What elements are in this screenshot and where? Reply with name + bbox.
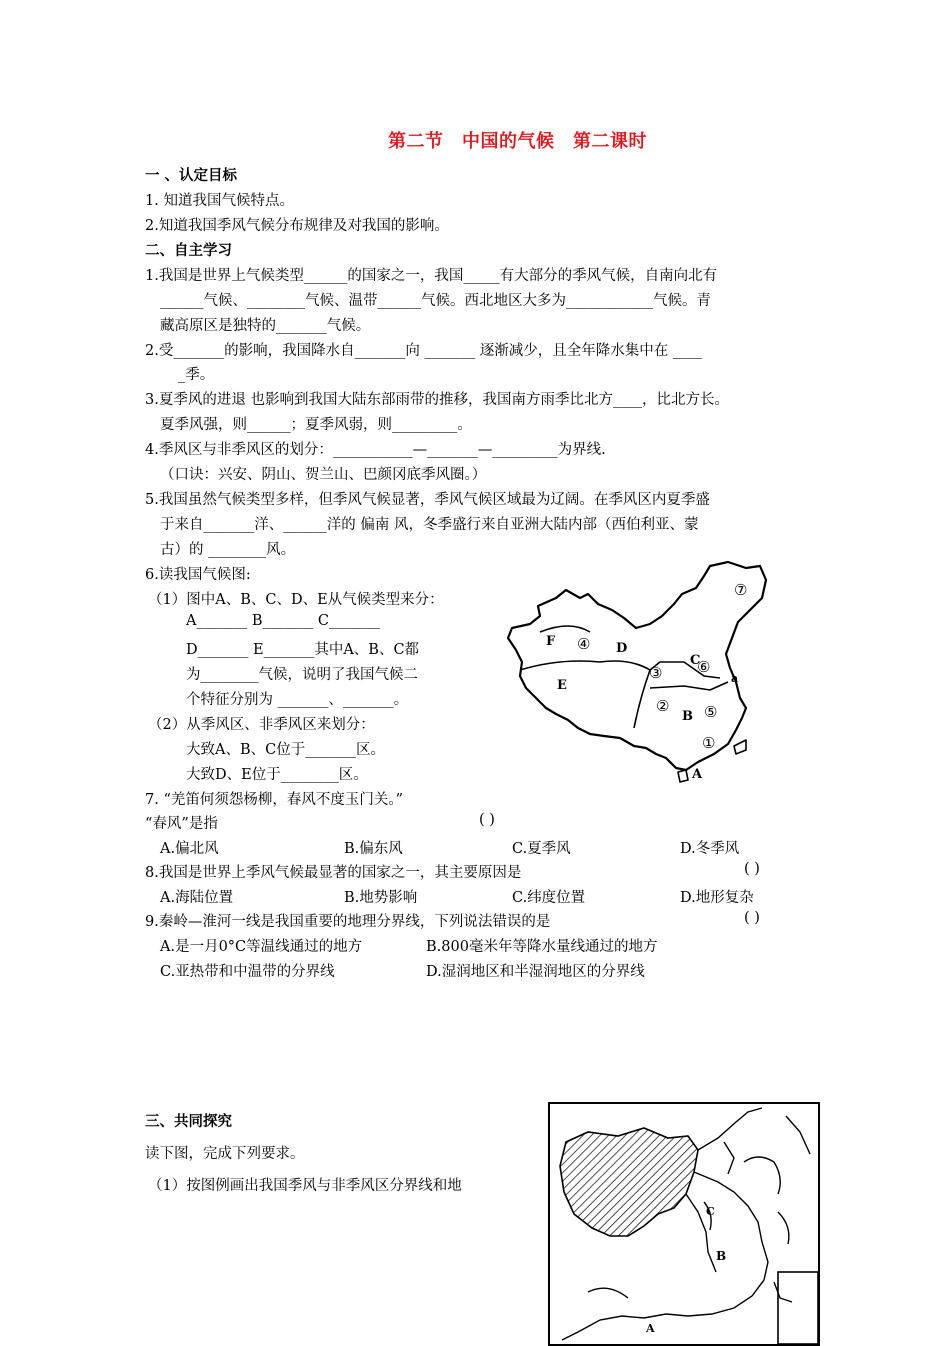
question-7-line2: “春风”是指 bbox=[145, 816, 218, 832]
question-2-line: 2.受_______的影响，我国降水自_______向 _______ 逐渐减少，且全年降水集中在 ____ bbox=[145, 343, 702, 359]
question-9-option: D.湿润地区和半湿润地区的分界线 bbox=[426, 964, 645, 980]
question-1-line: 1.我国是世界上气候类型______的国家之一，我国_____有大部分的季风气候，自南向北有 bbox=[145, 268, 718, 284]
question-7-bracket: ( ) bbox=[479, 812, 495, 828]
question-4-line: 4.季风区与非季风区的划分：___________—_______—_________为界线. bbox=[145, 442, 606, 458]
question-6-stem: 6.读我国气候图: bbox=[145, 567, 251, 583]
question-7-option: A.偏北风 bbox=[160, 841, 219, 857]
map-label-f: F bbox=[546, 634, 556, 649]
page-title: 第二节 中国的气候 第二课时 bbox=[388, 131, 647, 152]
question-6-part1: D_______ E_______其中A、B、C都 bbox=[186, 642, 420, 658]
question-6-part2: （2）从季风区、非季风区来划分： bbox=[148, 717, 375, 733]
map-label-c: C bbox=[690, 653, 701, 668]
question-8-bracket: ( ) bbox=[744, 861, 760, 877]
section-heading-self-study: 二、自主学习 bbox=[145, 243, 232, 259]
map-label-d: D bbox=[616, 641, 628, 656]
question-5-line: 古）的 ________风。 bbox=[160, 542, 296, 558]
question-9-bracket: ( ) bbox=[744, 910, 760, 926]
map-label-b: B bbox=[682, 709, 693, 724]
section-heading-explore: 三、共同探究 bbox=[145, 1114, 232, 1130]
question-3-line: 夏季风强，则______；夏季风弱，则_________。 bbox=[160, 417, 472, 433]
map2-label-a: A bbox=[646, 1322, 655, 1335]
goal-item: 1. 知道我国气候特点。 bbox=[145, 193, 294, 209]
question-9-option: A.是一月0°C等温线通过的地方 bbox=[160, 939, 363, 955]
map-label-a: A bbox=[692, 767, 703, 782]
question-6-part2: 大致D、E位于________区。 bbox=[186, 767, 368, 783]
monsoon-region-map bbox=[548, 1102, 820, 1346]
map-circle-1: ① bbox=[702, 734, 716, 752]
map2-label-b: B bbox=[716, 1249, 727, 1263]
question-6-part1: （1）图中A、B、C、D、E从气候类型来分： bbox=[148, 592, 444, 608]
question-6-part1: 个特征分别为 _______、_______。 bbox=[186, 692, 409, 708]
map2-label-c: C bbox=[706, 1205, 715, 1218]
map-circle-3: ③ bbox=[649, 664, 663, 682]
question-6-part1: A_______ B_______ C_______ bbox=[186, 613, 380, 629]
map-circle-6: ⑥ bbox=[697, 658, 711, 676]
question-3-line: 3.夏季风的进退 也影响到我国大陆东部雨带的推移，我国南方雨季比北方____，比北方长。 bbox=[145, 392, 729, 408]
question-9-option: B.800毫米年等降水量线通过的地方 bbox=[426, 939, 658, 955]
map-label-small-a: a bbox=[731, 672, 739, 685]
question-8-option: C.纬度位置 bbox=[512, 890, 586, 906]
goal-item: 2.知道我国季风气候分布规律及对我国的影响。 bbox=[145, 218, 449, 234]
question-7-option: D.冬季风 bbox=[680, 841, 740, 857]
map-circle-2: ② bbox=[656, 697, 670, 715]
question-8-option: B.地势影响 bbox=[344, 890, 418, 906]
question-8-option: A.海陆位置 bbox=[160, 890, 234, 906]
section-heading-goals: 一 、认定目标 bbox=[145, 168, 238, 184]
question-6-part1: 为________气候，说明了我国气候二 bbox=[186, 667, 418, 683]
question-7-option: B.偏东风 bbox=[344, 841, 403, 857]
question-9-stem: 9.秦岭—淮河一线是我国重要的地理分界线，下列说法错误的是 bbox=[145, 914, 551, 930]
question-9-option: C.亚热带和中温带的分界线 bbox=[160, 964, 335, 980]
map-circle-5: ⑤ bbox=[704, 703, 718, 721]
question-8-option: D.地形复杂 bbox=[680, 890, 754, 906]
question-5-line: 5.我国虽然气候类型多样，但季风气候显著，季风气候区域最为辽阔。在季风区内夏季盛 bbox=[145, 492, 710, 508]
explore-line: 读下图，完成下列要求。 bbox=[145, 1146, 305, 1162]
question-7-stem: 7. “羌笛何须怨杨柳，春风不度玉门关。” bbox=[145, 792, 404, 808]
map-circle-4: ④ bbox=[577, 635, 591, 653]
question-2-line: _季。 bbox=[178, 367, 215, 383]
question-6-part2: 大致A、B、C位于_______区。 bbox=[186, 742, 385, 758]
question-8-stem: 8.我国是世界上季风气候最显著的国家之一，其主要原因是 bbox=[145, 865, 522, 881]
map-label-e: E bbox=[557, 678, 567, 693]
question-4-line: （口诀：兴安、阴山、贺兰山、巴颜冈底季风圈。） bbox=[160, 467, 487, 483]
question-7-option: C.夏季风 bbox=[512, 841, 571, 857]
question-5-line: 于来自_______洋、______洋的 偏南 风，冬季盛行来自亚洲大陆内部（西伯利亚、蒙 bbox=[160, 517, 699, 533]
map-circle-7: ⑦ bbox=[734, 581, 748, 599]
question-1-line: ______气候、________气候、温带______气候。西北地区大多为____________气候。青 bbox=[160, 293, 711, 309]
question-1-line: 藏高原区是独特的_______气候。 bbox=[160, 318, 371, 334]
explore-line: （1）按图例画出我国季风与非季风区分界线和地 bbox=[148, 1178, 462, 1194]
